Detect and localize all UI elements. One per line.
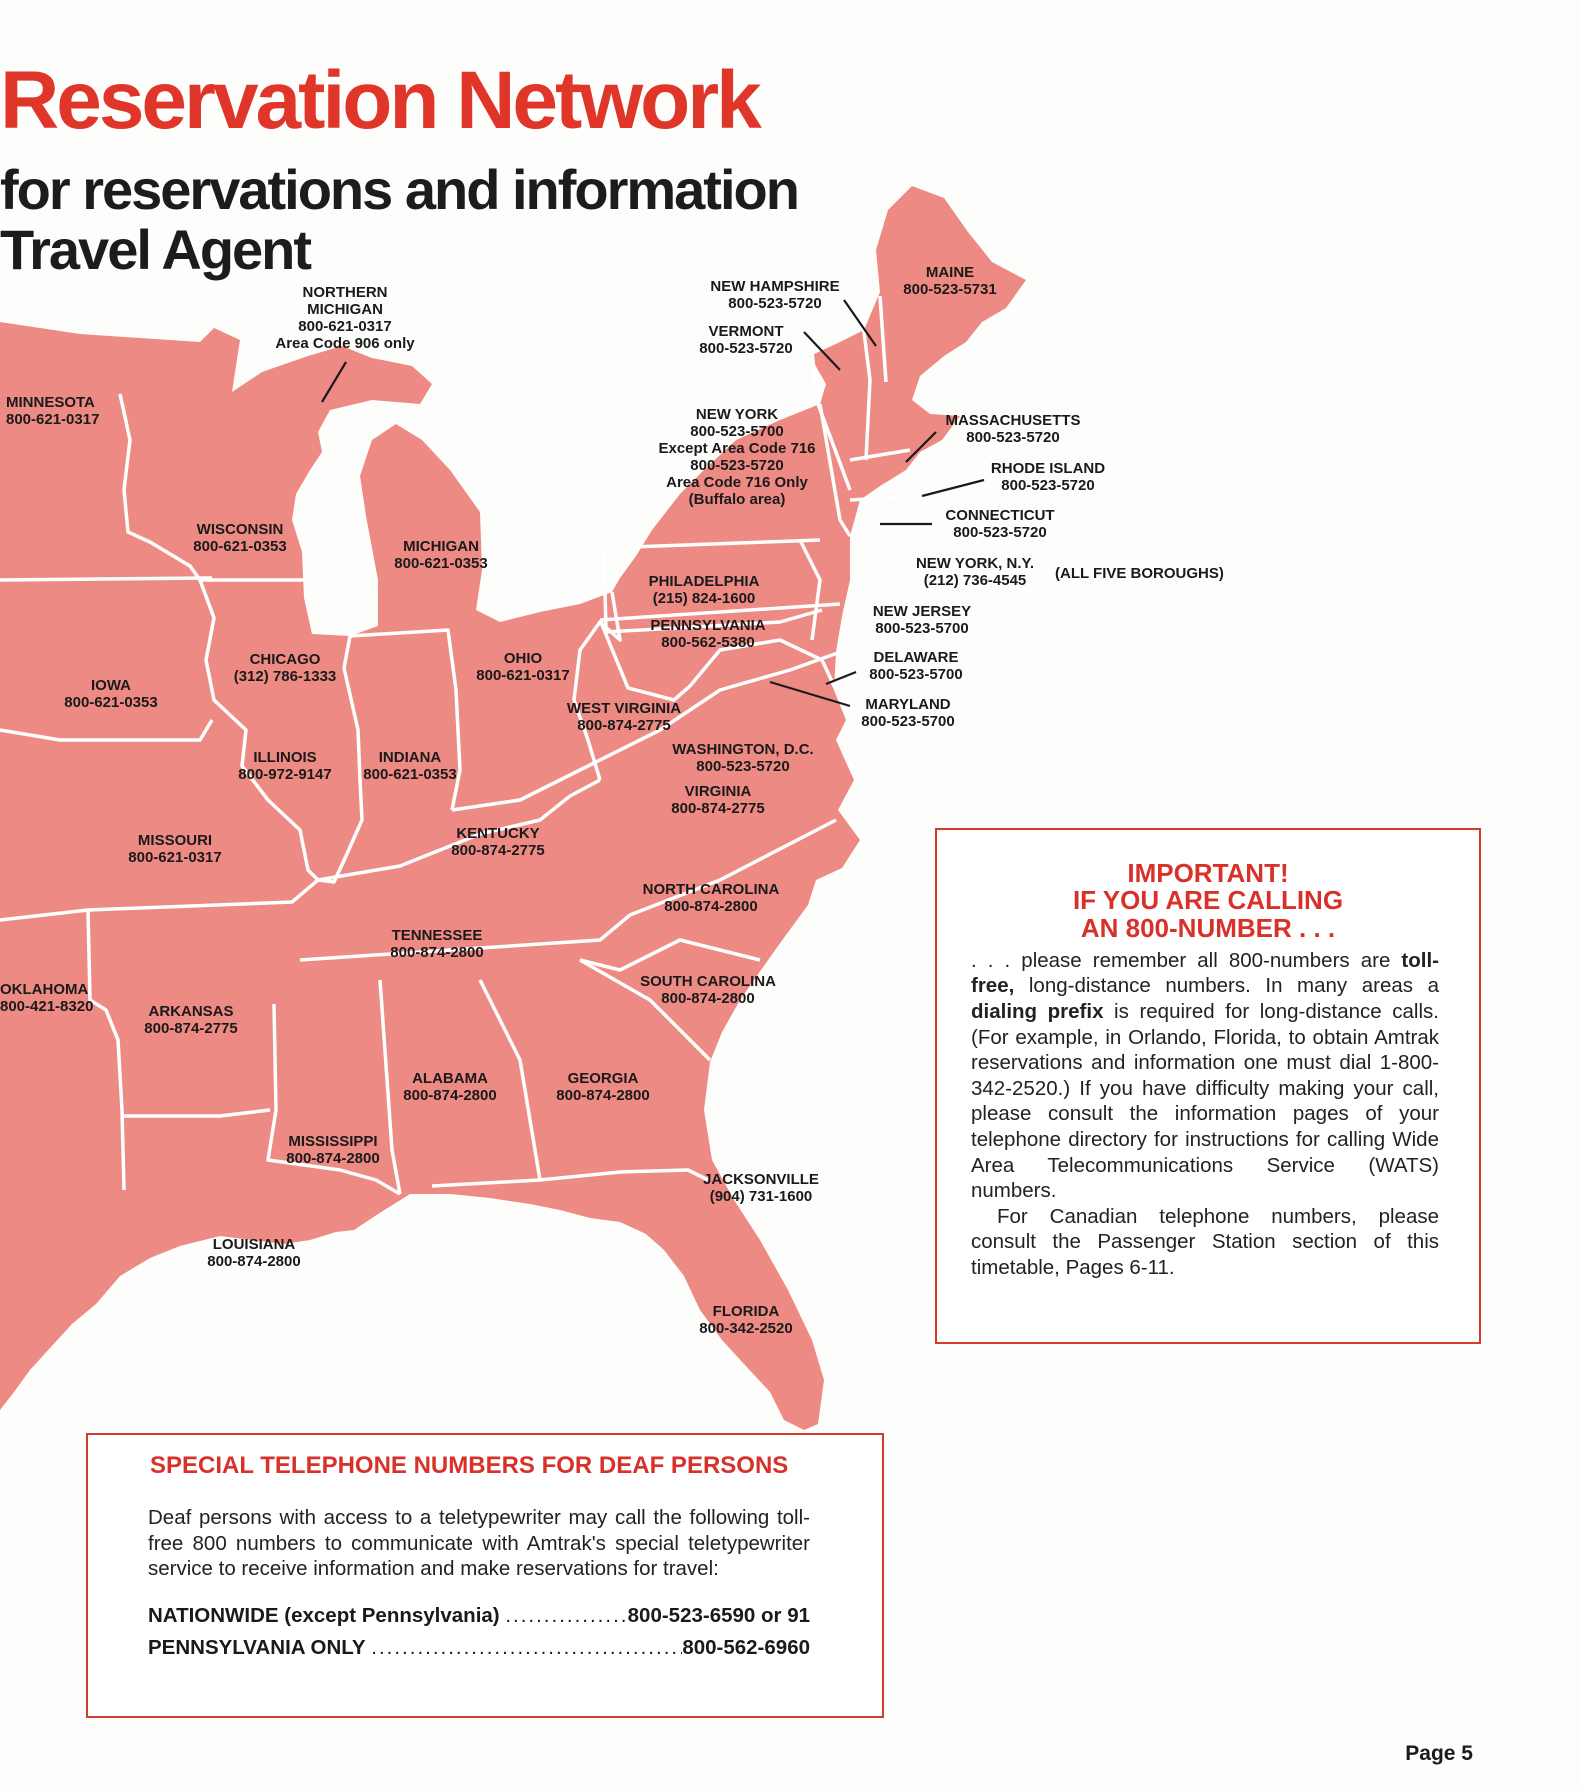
region-label-mississippi <box>286 1133 379 1167</box>
region-label-wisconsin <box>193 521 286 555</box>
deaf-row-nationwide <box>148 1600 810 1632</box>
deaf-body: Deaf persons with access to a teletypewriter may call the following toll-free 800 numbers to communicate with Amtrak's special teletypewriter service to receive information and make reservations for travel: <box>148 1506 810 1580</box>
region-label-line: (215) 824-1600 <box>652 590 756 607</box>
region-label-line: (212) 736-4545 <box>923 572 1027 589</box>
region-label-line: JACKSONVILLE <box>703 1171 819 1188</box>
region-label-new-york-ny <box>916 555 1034 589</box>
region-label-jacksonville <box>703 1171 819 1205</box>
region-label-new-hampshire <box>710 278 839 312</box>
land-layer <box>0 186 1026 1430</box>
region-label-new-jersey <box>873 603 971 637</box>
region-label-line: MISSOURI <box>137 832 213 849</box>
deaf-numbers-box <box>86 1433 884 1718</box>
region-label-minnesota <box>6 394 99 428</box>
region-label-line: 800-523-5700 <box>875 620 969 637</box>
important-paragraph-2: For Canadian telephone numbers, please consult the Passenger Station section of this timetable, Pages 6-11. <box>971 1204 1439 1280</box>
region-label-line: 800-342-2520 <box>699 1320 793 1337</box>
region-label-line: NEW YORK, N.Y. <box>915 555 1035 572</box>
region-label-oklahoma <box>0 981 93 1015</box>
region-label-line: (Buffalo area) <box>688 491 786 508</box>
region-note-new-york-ny: (ALL FIVE BOROUGHS) <box>1055 565 1224 582</box>
region-label-line: MISSISSIPPI <box>288 1133 378 1150</box>
region-label-line: 800-621-0353 <box>363 766 457 783</box>
dot-leader <box>505 1600 627 1632</box>
region-label-line: LOUISIANA <box>212 1236 296 1253</box>
region-label-line: VERMONT <box>708 323 784 340</box>
region-label-line: 800-523-5720 <box>728 295 822 312</box>
region-label-line: NEW HAMPSHIRE <box>710 278 840 295</box>
region-label-line: PENNSYLVANIA <box>650 617 766 634</box>
region-label-line: 800-874-2800 <box>403 1087 497 1104</box>
region-label-rhode-island <box>991 460 1105 494</box>
important-text: . . . please remember all 800-numbers are <box>971 948 1402 972</box>
region-label-west-virginia <box>567 700 681 734</box>
region-label-line: SOUTH CAROLINA <box>640 973 776 990</box>
region-label-line: 800-523-5720 <box>690 457 784 474</box>
region-label-line: MASSACHUSETTS <box>945 412 1081 429</box>
region-label-virginia <box>671 783 764 817</box>
region-label-line: 800-621-0353 <box>64 694 158 711</box>
region-label-missouri <box>128 832 221 866</box>
region-label-line: (312) 786-1333 <box>233 668 337 685</box>
region-label-line: 800-874-2800 <box>661 990 755 1007</box>
deaf-row-label: NATIONWIDE (except Pennsylvania) <box>148 1603 500 1627</box>
region-label-line: 800-874-2775 <box>671 800 765 817</box>
region-label-kentucky <box>451 825 544 859</box>
region-label-line: WEST VIRGINIA <box>566 700 682 717</box>
region-label-line: ILLINOIS <box>253 749 317 766</box>
region-label-arkansas <box>144 1003 237 1037</box>
region-label-line: 800-972-9147 <box>238 766 332 783</box>
region-label-vermont <box>699 323 792 357</box>
region-label-line: 800-621-0317 <box>298 318 392 335</box>
region-label-georgia <box>556 1070 649 1104</box>
region-label-line: 800-523-5720 <box>696 758 790 775</box>
region-label-line: ALABAMA <box>412 1070 488 1087</box>
deaf-row-pennsylvania <box>148 1632 810 1664</box>
page-number: Page 5 <box>1405 1742 1473 1765</box>
region-label-line: 800-621-0317 <box>128 849 222 866</box>
subtitle-line1: for reservations and information <box>0 158 798 221</box>
region-label-line: WISCONSIN <box>196 521 284 538</box>
region-label-line: OKLAHOMA <box>0 981 89 998</box>
region-label-line: PHILADELPHIA <box>648 573 760 590</box>
subtitle-line2: Travel Agent <box>0 218 311 281</box>
region-label-line: Except Area Code 716 <box>658 440 816 457</box>
region-label-maryland <box>861 696 954 730</box>
important-text: long-distance numbers. In many areas a <box>1014 974 1439 998</box>
region-label-line: KENTUCKY <box>456 825 540 842</box>
region-label-line: 800-523-5731 <box>903 281 997 298</box>
region-label-line: NORTH CAROLINA <box>642 881 780 898</box>
region-label-line: DELAWARE <box>873 649 959 666</box>
region-label-line: CHICAGO <box>249 651 321 668</box>
region-label-line: 800-523-5700 <box>690 423 784 440</box>
region-label-line: 800-874-2775 <box>577 717 671 734</box>
region-label-massachusetts <box>945 412 1080 446</box>
region-label-south-carolina <box>640 973 776 1007</box>
important-heading-line1: IMPORTANT! <box>1127 858 1289 888</box>
region-label-line: WASHINGTON, D.C. <box>672 741 814 758</box>
deaf-row-label: PENNSYLVANIA ONLY <box>148 1635 366 1659</box>
deaf-row-number: 800-523-6590 or 91 <box>627 1603 810 1627</box>
region-label-line: 800-874-2800 <box>556 1087 650 1104</box>
region-label-florida <box>699 1303 792 1337</box>
region-label-line: FLORIDA <box>712 1303 780 1320</box>
region-label-alabama <box>403 1070 496 1104</box>
region-label-line: 800-523-5700 <box>861 713 955 730</box>
important-heading-line2: IF YOU ARE CALLING <box>1072 885 1344 916</box>
region-label-line: MICHIGAN <box>403 538 479 555</box>
region-label-line: 800-523-5700 <box>869 666 963 683</box>
region-label-line: 800-523-5720 <box>966 429 1060 446</box>
deaf-row-number: 800-562-6960 <box>682 1635 810 1659</box>
region-label-line: OHIO <box>503 650 543 667</box>
region-label-line: Area Code 906 only <box>275 335 415 352</box>
region-label-line: (904) 731-1600 <box>709 1188 813 1205</box>
region-label-line: 800-562-5380 <box>661 634 755 651</box>
region-label-line: ARKANSAS <box>148 1003 234 1020</box>
region-label-line: NEW YORK <box>695 406 779 423</box>
region-label-philadelphia <box>649 573 760 607</box>
region-label-line: NORTHERN <box>302 284 388 301</box>
region-label-line: GEORGIA <box>567 1070 639 1087</box>
region-label-line: INDIANA <box>378 749 442 766</box>
region-label-northern-michigan <box>275 284 415 352</box>
region-label-line: IOWA <box>91 677 131 694</box>
region-label-line: 800-621-0353 <box>193 538 287 555</box>
region-label-line: 800-523-5720 <box>953 524 1047 541</box>
important-body <box>971 948 1439 1281</box>
region-label-line: 800-523-5720 <box>1001 477 1095 494</box>
region-label-connecticut <box>945 507 1054 541</box>
region-label-line: RHODE ISLAND <box>990 460 1106 477</box>
region-label-line: MICHIGAN <box>307 301 383 318</box>
important-bold-text: dialing prefix <box>971 1000 1104 1024</box>
region-label-line: 800-874-2800 <box>286 1150 380 1167</box>
region-label-delaware <box>869 649 962 683</box>
region-label-line: 800-874-2800 <box>207 1253 301 1270</box>
region-label-pennsylvania <box>650 617 765 651</box>
deaf-heading: SPECIAL TELEPHONE NUMBERS FOR DEAF PERSONS <box>150 1452 789 1479</box>
important-bold-text: toll-free, <box>971 948 1439 998</box>
region-label-tennessee <box>390 927 483 961</box>
region-label-line: VIRGINIA <box>684 783 752 800</box>
region-label-line: CONNECTICUT <box>945 507 1055 524</box>
region-label-line: 800-874-2800 <box>390 944 484 961</box>
important-heading-line3: AN 800-NUMBER . . . <box>1080 912 1336 943</box>
region-label-line: NEW JERSEY <box>872 603 972 620</box>
dot-leader <box>371 1632 682 1664</box>
important-heading <box>937 860 1479 942</box>
important-notice-box <box>935 828 1481 1344</box>
region-label-line: 800-421-8320 <box>0 998 94 1015</box>
region-label-line: 800-621-0317 <box>6 411 100 428</box>
region-label-line: 800-621-0317 <box>476 667 570 684</box>
important-text: is required for long-distance calls. (For example, in Orlando, Florida, to obtain Amtrak reservations and information one must dial 1-800-342-2520.) If you have difficulty making your call, please consult the information pages of your telephone directory for instructions for calling Wide Area Telecommunications Service (WATS) numbers. <box>971 1000 1439 1203</box>
region-label-line: MINNESOTA <box>6 394 95 411</box>
page-title: Reservation Network <box>0 55 759 146</box>
region-label-line: 800-621-0353 <box>394 555 488 572</box>
region-label-line: 800-874-2800 <box>664 898 758 915</box>
important-paragraph-1 <box>971 948 1439 1204</box>
region-label-line: Area Code 716 Only <box>666 474 808 491</box>
region-label-michigan <box>394 538 487 572</box>
region-label-line: TENNESSEE <box>391 927 483 944</box>
region-label-line: 800-874-2775 <box>451 842 545 859</box>
region-label-line: MAINE <box>925 264 975 281</box>
region-label-line: 800-874-2775 <box>144 1020 238 1037</box>
land-mass <box>0 186 1026 1430</box>
region-label-louisiana <box>207 1236 300 1270</box>
region-label-line: 800-523-5720 <box>699 340 793 357</box>
region-label-line: MARYLAND <box>865 696 951 713</box>
